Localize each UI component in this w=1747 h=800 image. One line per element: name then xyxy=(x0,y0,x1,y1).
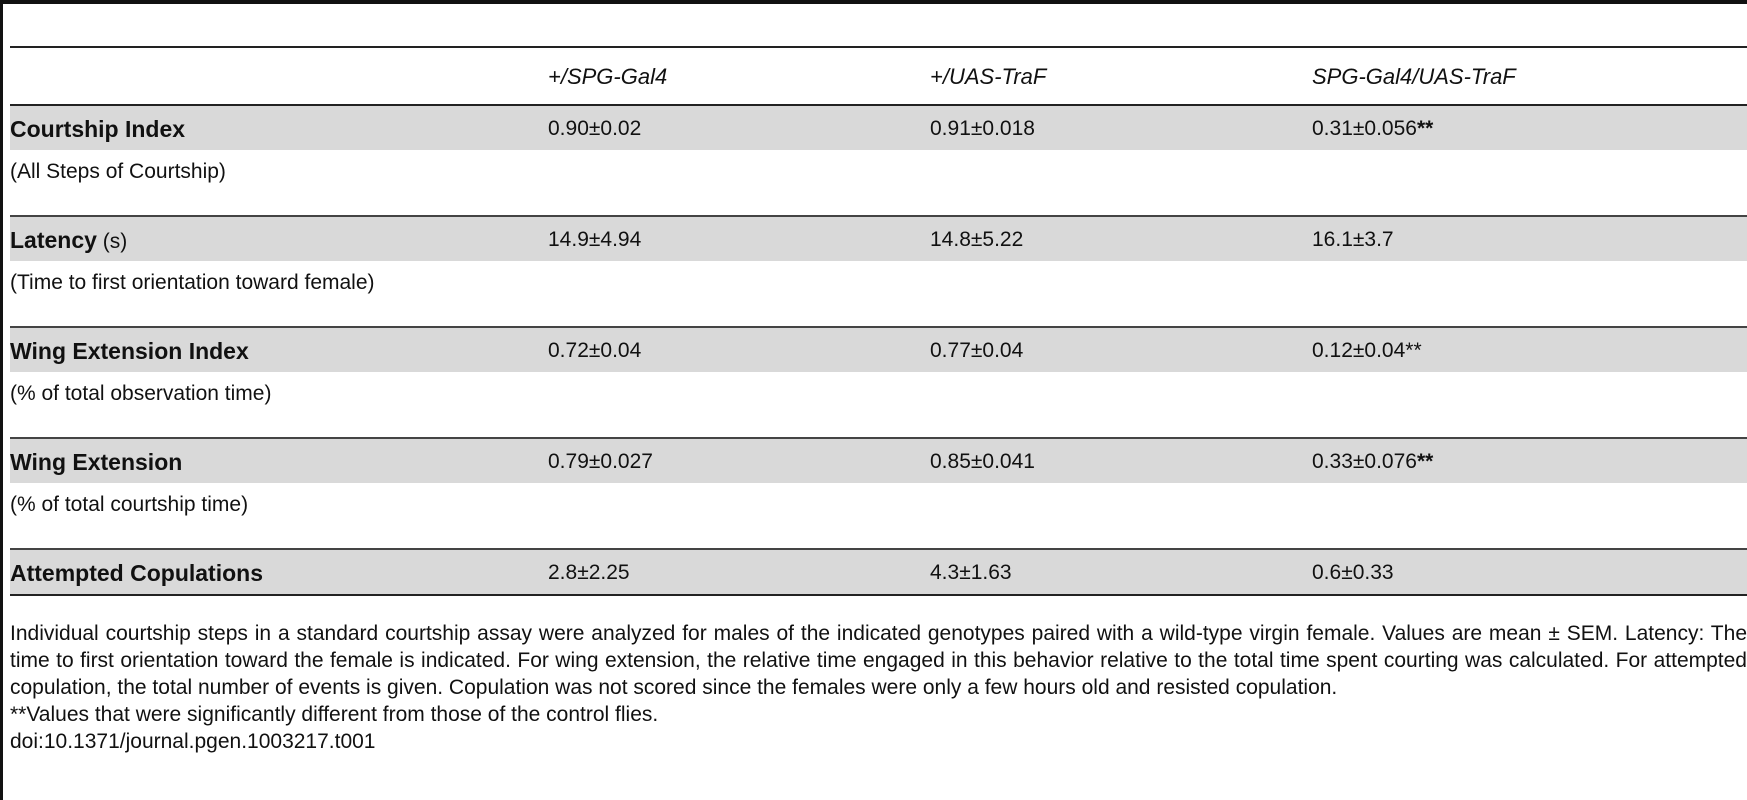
table-row-group xyxy=(10,439,1747,550)
cell-value: 0.12±0.04** xyxy=(1312,339,1422,362)
table-cell xyxy=(1312,561,1394,585)
row-sublabel: (% of total courtship time) xyxy=(10,493,249,516)
row-label xyxy=(10,227,127,254)
row-label-text: Courtship Index xyxy=(10,116,186,142)
table-subrow xyxy=(10,261,1747,326)
table-cell xyxy=(1312,117,1433,141)
table-cell xyxy=(930,228,1023,252)
table-row xyxy=(10,217,1747,261)
doi-line: doi:10.1371/journal.pgen.1003217.t001 xyxy=(10,730,376,753)
table-cell xyxy=(548,561,630,585)
cell-value: 0.91±0.018 xyxy=(930,117,1035,140)
row-label-text: Wing Extension xyxy=(10,449,183,475)
table-footnotes xyxy=(10,620,1747,755)
row-label xyxy=(10,116,185,143)
table-subrow xyxy=(10,372,1747,437)
cell-value: 14.8±5.22 xyxy=(930,228,1024,251)
table-cell xyxy=(930,450,1035,474)
table-header-row xyxy=(10,46,1747,106)
cell-value: 2.8±2.25 xyxy=(548,561,630,584)
table-row-group xyxy=(10,106,1747,217)
data-table xyxy=(10,46,1747,596)
row-label-text: Attempted Copulations xyxy=(10,560,263,586)
row-sublabel: (% of total observation time) xyxy=(10,382,272,405)
row-label-text: Wing Extension Index xyxy=(10,338,249,364)
table-cell xyxy=(930,561,1012,585)
row-label-unit: (s) xyxy=(96,230,128,253)
cell-value: 0.33±0.076 xyxy=(1312,450,1417,473)
row-label xyxy=(10,338,249,365)
table-cell xyxy=(548,450,653,474)
table-cell xyxy=(548,117,641,141)
significance-marker: ** xyxy=(1416,450,1434,473)
row-sublabel: (All Steps of Courtship) xyxy=(10,160,226,183)
significance-marker: ** xyxy=(1416,117,1434,140)
row-label-text: Latency xyxy=(10,227,97,253)
row-sublabel: (Time to first orientation toward female) xyxy=(10,271,375,294)
cell-value: 0.90±0.02 xyxy=(548,117,642,140)
cell-value: 0.6±0.33 xyxy=(1312,561,1394,584)
table-cell xyxy=(930,339,1023,363)
table-row xyxy=(10,439,1747,483)
cell-value: 16.1±3.7 xyxy=(1312,228,1394,251)
table-subrow xyxy=(10,150,1747,215)
table-row xyxy=(10,550,1747,594)
table-row-group xyxy=(10,550,1747,596)
table-cell xyxy=(1312,228,1394,252)
table-cell xyxy=(1312,450,1433,474)
cell-value: 0.85±0.041 xyxy=(930,450,1035,473)
row-label xyxy=(10,449,182,476)
cell-value: 4.3±1.63 xyxy=(930,561,1012,584)
cell-value: 0.31±0.056 xyxy=(1312,117,1417,140)
cell-value: 0.72±0.04 xyxy=(548,339,642,362)
table-subrow xyxy=(10,483,1747,548)
table-cell xyxy=(1312,339,1422,363)
cell-value: 14.9±4.94 xyxy=(548,228,642,251)
table-description: Individual courtship steps in a standard courtship assay were analyzed for males of the indicated genotypes paired with a wild-type virgin female. Values are mean ± SEM. Latency: The time to first orientation toward the female is indicated. For wing extension, the relative time engaged in this behavior relative to the total time spent courting was calculated. For attempted copulation, the total number of events is given. Copulation was not scored since the females were only a few hours old and resisted copulation. xyxy=(10,622,1747,699)
table-cell xyxy=(548,339,641,363)
table-row xyxy=(10,106,1747,150)
cell-value: 0.77±0.04 xyxy=(930,339,1024,362)
cell-value: 0.79±0.027 xyxy=(548,450,653,473)
table-cell xyxy=(930,117,1035,141)
table-row xyxy=(10,328,1747,372)
significance-note: **Values that were significantly different from those of the control flies. xyxy=(10,703,659,726)
column-header-spg-gal4: +/SPG-Gal4 xyxy=(548,64,668,89)
column-header-spg-gal4-uas-traf: SPG-Gal4/UAS-TraF xyxy=(1312,64,1516,89)
column-header-uas-traf: +/UAS-TraF xyxy=(930,64,1047,89)
table-cell xyxy=(548,228,641,252)
row-label xyxy=(10,560,263,587)
left-border-rule xyxy=(0,0,3,800)
table-row-group xyxy=(10,217,1747,328)
table-row-group xyxy=(10,328,1747,439)
top-border-rule xyxy=(0,0,1747,4)
